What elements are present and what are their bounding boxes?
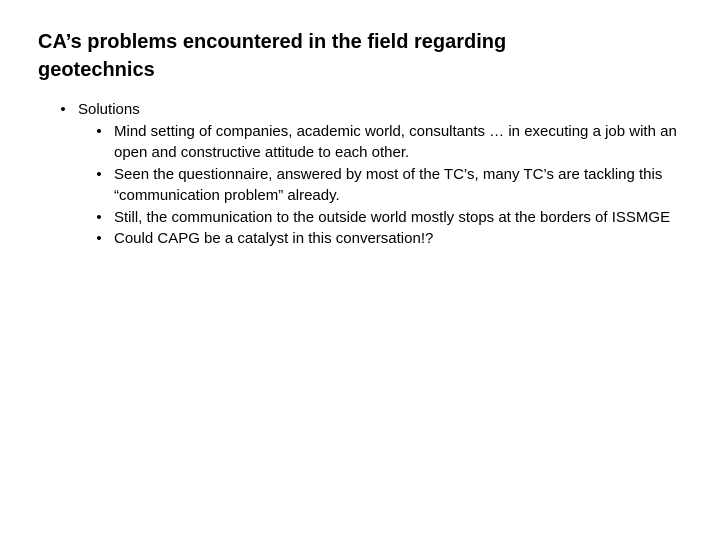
bullet-text: Solutions <box>78 101 140 118</box>
sub-bullet-text: Still, the communication to the outside world mostly stops at the borders of ISSMGE <box>114 208 671 226</box>
sub-bullet-item <box>92 228 696 250</box>
sub-bullet-list <box>56 121 696 250</box>
sub-bullet-text: Seen the questionnaire, answered by most of the TC’s, many TC’s are tackling this “communication problem” already. <box>114 165 663 204</box>
bullet-icon: • <box>60 101 66 118</box>
bullet-icon: • <box>96 208 102 226</box>
slide-body <box>56 99 696 250</box>
sub-bullet-item <box>92 121 696 164</box>
bullet-icon: • <box>96 122 102 140</box>
sub-bullet-item <box>92 164 696 207</box>
sub-bullet-text: Mind setting of companies, academic world, consultants … in executing a job with an open and constructive attitude to each other. <box>114 122 677 161</box>
bullet-icon: • <box>96 230 102 247</box>
sub-bullet-text: Could CAPG be a catalyst in this conversation!? <box>114 230 434 247</box>
bullet-item-solutions <box>56 99 696 121</box>
slide-title: CA’s problems encountered in the field regarding geotechnics <box>38 31 507 81</box>
bullet-icon: • <box>96 165 102 183</box>
sub-bullet-item <box>92 207 696 229</box>
